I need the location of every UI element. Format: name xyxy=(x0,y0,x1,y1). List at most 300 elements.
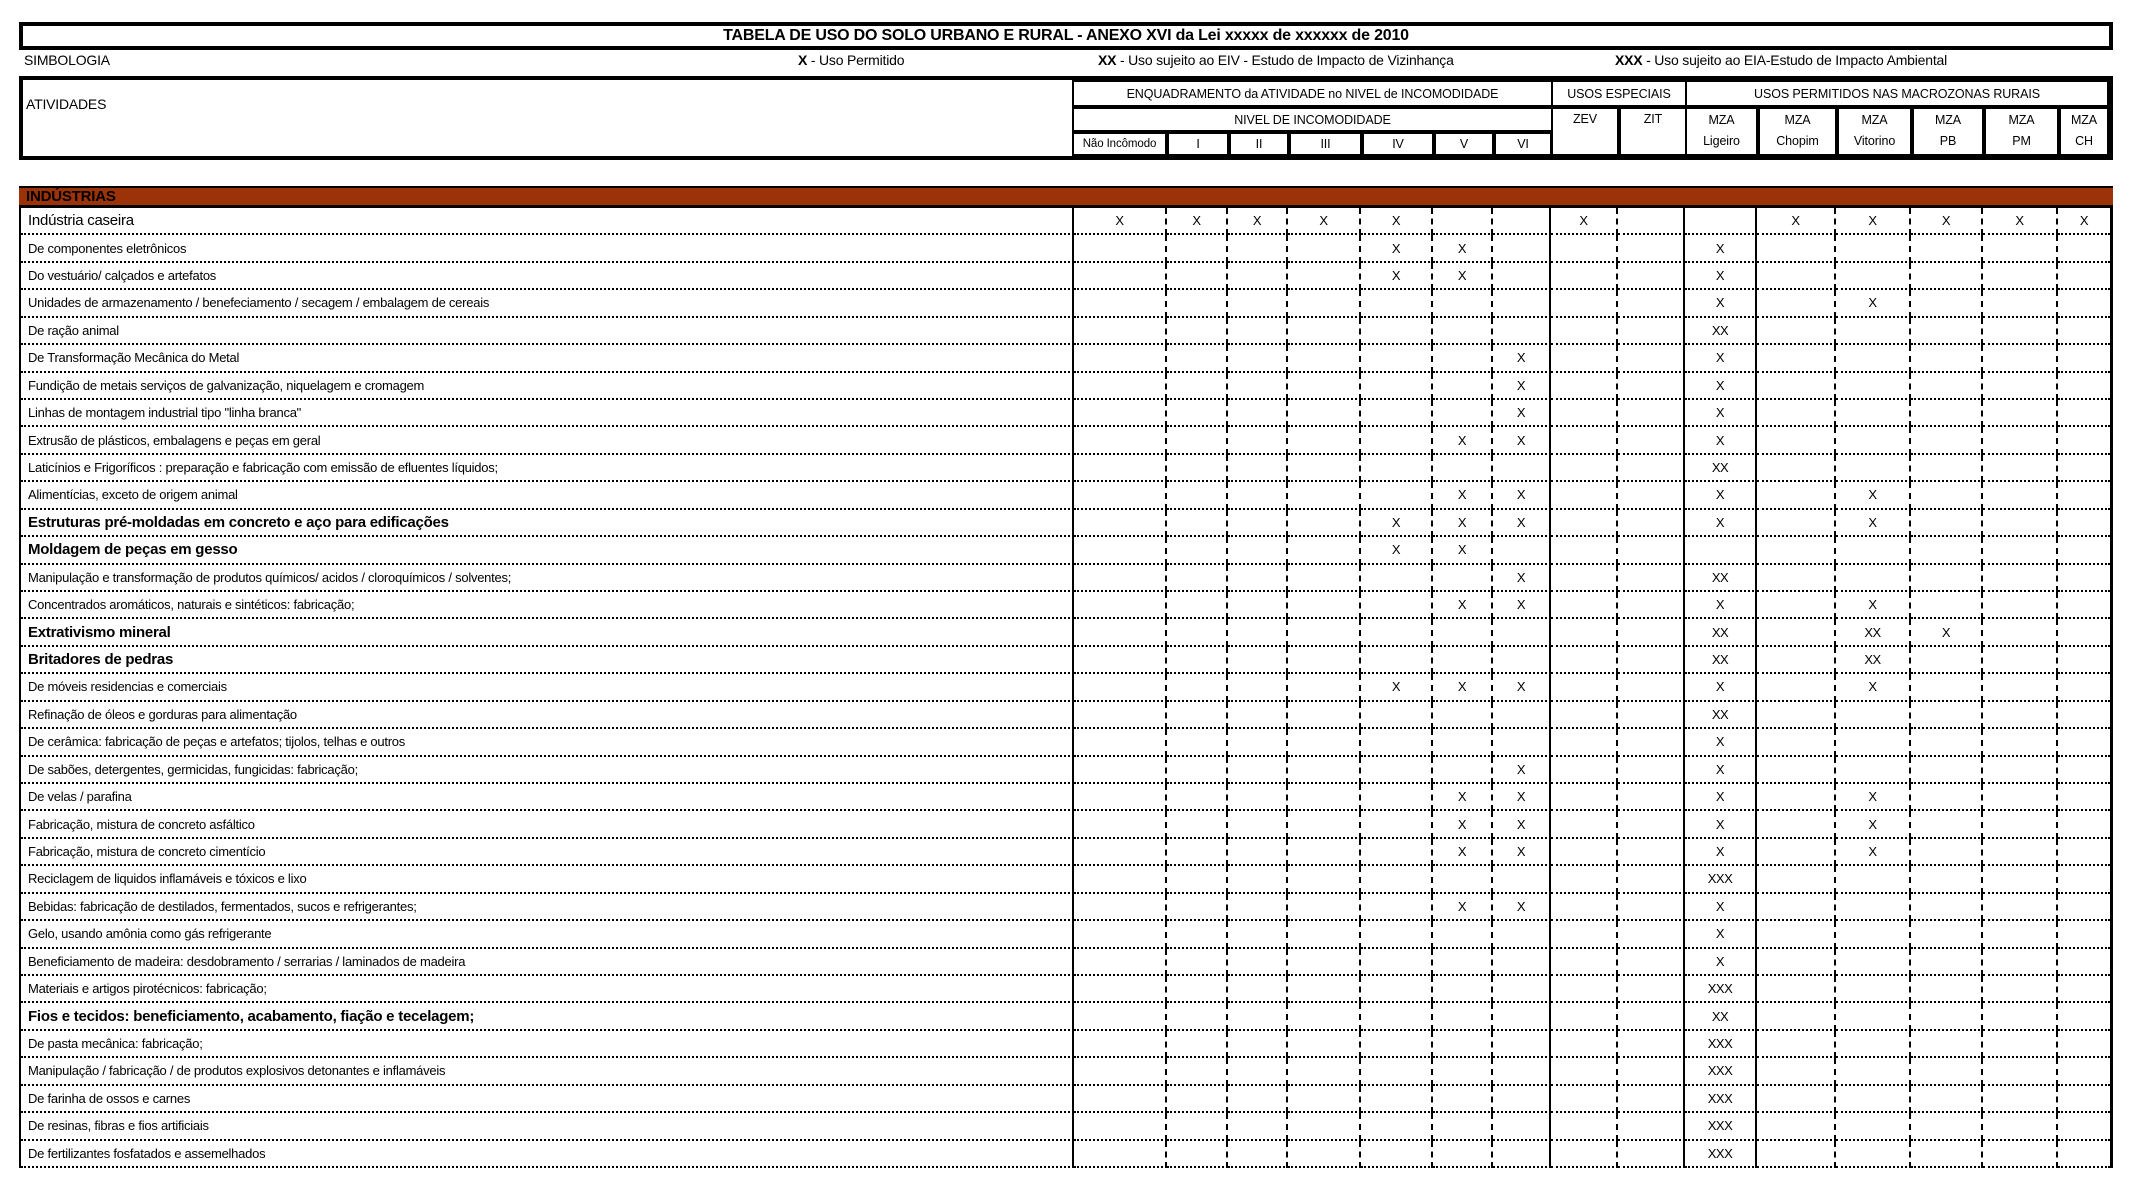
mark-cell-zev xyxy=(1551,1113,1618,1140)
mark-cell-vi xyxy=(1493,949,1551,976)
mark-cell-v xyxy=(1433,647,1493,674)
mark-cell-vi xyxy=(1493,208,1551,235)
mark-cell-iii xyxy=(1288,482,1361,509)
mark-cell-não-incômodo xyxy=(1074,1031,1167,1058)
mark-cell-ii xyxy=(1228,427,1288,454)
mark-cell-mza-pm xyxy=(1983,1086,2058,1113)
col-header-zev: ZEV xyxy=(1551,107,1619,156)
mark-cell-iv xyxy=(1361,839,1433,866)
mark-cell-zit xyxy=(1618,647,1685,674)
mark-cell-ii xyxy=(1228,318,1288,345)
mark-cell-mza-vitorino xyxy=(1836,1113,1911,1140)
activity-label: De móveis residencias e comerciais xyxy=(21,674,1074,701)
mark-cell-mza-pm xyxy=(1983,674,2058,701)
mark-cell-mza-pb xyxy=(1911,1003,1983,1030)
mark-cell-v: X xyxy=(1433,839,1493,866)
mark-cell-iii xyxy=(1288,565,1361,592)
activity-label: Bebidas: fabricação de destilados, fermentados, sucos e refrigerantes; xyxy=(21,894,1074,921)
mark-cell-mza-pb xyxy=(1911,1113,1983,1140)
mark-cell-vi: X xyxy=(1493,565,1551,592)
mark-cell-vi: X xyxy=(1493,510,1551,537)
mark-cell-mza-vitorino: X xyxy=(1836,811,1911,838)
mark-cell-mza-vitorino: X xyxy=(1836,839,1911,866)
mark-cell-zev xyxy=(1551,592,1618,619)
mark-cell-ii xyxy=(1228,400,1288,427)
mark-cell-não-incômodo xyxy=(1074,839,1167,866)
mark-cell-iii xyxy=(1288,702,1361,729)
mark-cell-mza-ligeiro: X xyxy=(1685,757,1757,784)
mark-cell-i xyxy=(1167,537,1228,564)
mark-cell-zit xyxy=(1618,1141,1685,1168)
mark-cell-iii xyxy=(1288,757,1361,784)
mark-cell-mza-ch xyxy=(2058,811,2110,838)
mark-cell-zit xyxy=(1618,318,1685,345)
mark-cell-mza-vitorino: X xyxy=(1836,208,1911,235)
mark-cell-v: X xyxy=(1433,811,1493,838)
activity-label: Do vestuário/ calçados e artefatos xyxy=(21,263,1074,290)
mark-cell-mza-ch xyxy=(2058,290,2110,317)
mark-cell-mza-pm xyxy=(1983,482,2058,509)
mark-cell-mza-pb xyxy=(1911,263,1983,290)
mark-cell-mza-vitorino xyxy=(1836,1003,1911,1030)
mark-cell-mza-chopim xyxy=(1757,537,1836,564)
mark-cell-mza-ligeiro: X xyxy=(1685,894,1757,921)
mark-cell-v xyxy=(1433,345,1493,372)
mza-line2: CH xyxy=(2075,134,2093,149)
mark-cell-zev xyxy=(1551,757,1618,784)
col-header-nivel-6: VI xyxy=(1494,132,1552,156)
mark-cell-mza-chopim xyxy=(1757,345,1836,372)
mark-cell-v xyxy=(1433,1058,1493,1085)
mark-cell-mza-ch xyxy=(2058,894,2110,921)
activity-label: Britadores de pedras xyxy=(21,647,1074,674)
mark-cell-v: X xyxy=(1433,235,1493,262)
mark-cell-zev xyxy=(1551,921,1618,948)
mark-cell-mza-pm xyxy=(1983,318,2058,345)
mark-cell-zit xyxy=(1618,811,1685,838)
mark-cell-ii xyxy=(1228,839,1288,866)
mark-cell-v: X xyxy=(1433,510,1493,537)
mark-cell-iii xyxy=(1288,235,1361,262)
mark-cell-mza-vitorino xyxy=(1836,866,1911,893)
mark-cell-mza-pm xyxy=(1983,866,2058,893)
mark-cell-mza-pb: X xyxy=(1911,208,1983,235)
mark-cell-v: X xyxy=(1433,427,1493,454)
mark-cell-mza-ch xyxy=(2058,373,2110,400)
mark-cell-i xyxy=(1167,1031,1228,1058)
mark-cell-ii xyxy=(1228,1113,1288,1140)
mark-cell-mza-chopim xyxy=(1757,1141,1836,1168)
mark-cell-zev xyxy=(1551,949,1618,976)
mark-cell-mza-pb xyxy=(1911,482,1983,509)
mark-cell-mza-pb xyxy=(1911,1086,1983,1113)
mark-cell-vi: X xyxy=(1493,839,1551,866)
mark-cell-mza-chopim xyxy=(1757,1058,1836,1085)
mark-cell-iv xyxy=(1361,565,1433,592)
mark-cell-mza-chopim xyxy=(1757,455,1836,482)
mark-cell-mza-ligeiro xyxy=(1685,537,1757,564)
mark-cell-não-incômodo xyxy=(1074,811,1167,838)
mark-cell-zit xyxy=(1618,1003,1685,1030)
mark-cell-zit xyxy=(1618,537,1685,564)
mark-cell-mza-ch xyxy=(2058,318,2110,345)
mark-cell-zit xyxy=(1618,976,1685,1003)
mark-cell-mza-ligeiro: X xyxy=(1685,729,1757,756)
activity-label: Refinação de óleos e gorduras para alimentação xyxy=(21,702,1074,729)
activity-label: De sabões, detergentes, germicidas, fungicidas: fabricação; xyxy=(21,757,1074,784)
mark-cell-mza-ch xyxy=(2058,839,2110,866)
mark-cell-mza-ch xyxy=(2058,537,2110,564)
legend-xxx-symbol: XXX xyxy=(1615,52,1643,68)
mark-cell-mza-ch xyxy=(2058,976,2110,1003)
mark-cell-mza-chopim xyxy=(1757,427,1836,454)
mark-cell-i xyxy=(1167,647,1228,674)
col-header-nivel-2: II xyxy=(1229,132,1289,156)
mark-cell-não-incômodo xyxy=(1074,1113,1167,1140)
mza-line1: MZA xyxy=(1784,113,1811,127)
mark-cell-i xyxy=(1167,1003,1228,1030)
mark-cell-iv xyxy=(1361,866,1433,893)
mark-cell-mza-chopim xyxy=(1757,839,1836,866)
col-header-mza-ch xyxy=(2059,107,2109,156)
mark-cell-mza-pm xyxy=(1983,510,2058,537)
mark-cell-mza-chopim xyxy=(1757,482,1836,509)
mark-cell-mza-ch xyxy=(2058,1113,2110,1140)
mark-cell-v: X xyxy=(1433,592,1493,619)
mark-cell-não-incômodo xyxy=(1074,345,1167,372)
mark-cell-mza-ligeiro: X xyxy=(1685,345,1757,372)
activity-label: Fabricação, mistura de concreto asfáltico xyxy=(21,811,1074,838)
mark-cell-zev xyxy=(1551,427,1618,454)
mark-cell-não-incômodo xyxy=(1074,1003,1167,1030)
mark-cell-não-incômodo xyxy=(1074,757,1167,784)
mark-cell-iii xyxy=(1288,1003,1361,1030)
mark-cell-não-incômodo xyxy=(1074,894,1167,921)
mark-cell-iii: X xyxy=(1288,208,1361,235)
mark-cell-não-incômodo xyxy=(1074,592,1167,619)
mark-cell-zit xyxy=(1618,619,1685,646)
mark-cell-iii xyxy=(1288,1086,1361,1113)
mark-cell-mza-vitorino xyxy=(1836,427,1911,454)
mark-cell-ii xyxy=(1228,373,1288,400)
mark-cell-ii xyxy=(1228,894,1288,921)
mark-cell-mza-ch xyxy=(2058,1058,2110,1085)
mark-cell-iii xyxy=(1288,921,1361,948)
mark-cell-não-incômodo xyxy=(1074,235,1167,262)
activity-label: Manipulação / fabricação / de produtos explosivos detonantes e inflamáveis xyxy=(21,1058,1074,1085)
col-header-nao-incomodo: Não Incômodo xyxy=(1072,132,1167,156)
mark-cell-iii xyxy=(1288,949,1361,976)
mark-cell-mza-ch: X xyxy=(2058,208,2110,235)
mark-cell-mza-vitorino xyxy=(1836,757,1911,784)
mark-cell-mza-vitorino xyxy=(1836,1058,1911,1085)
mark-cell-i xyxy=(1167,455,1228,482)
mark-cell-iii xyxy=(1288,811,1361,838)
mark-cell-vi: X xyxy=(1493,592,1551,619)
mark-cell-ii xyxy=(1228,949,1288,976)
legend-xxx-text: - Uso sujeito ao EIA-Estudo de Impacto Ambiental xyxy=(1646,52,1948,68)
mark-cell-iii xyxy=(1288,839,1361,866)
mark-cell-vi xyxy=(1493,1003,1551,1030)
mark-cell-i xyxy=(1167,619,1228,646)
mark-cell-zev xyxy=(1551,811,1618,838)
mark-cell-mza-chopim xyxy=(1757,757,1836,784)
mark-cell-mza-pm xyxy=(1983,1003,2058,1030)
mark-cell-i xyxy=(1167,565,1228,592)
mark-cell-mza-chopim xyxy=(1757,976,1836,1003)
mark-cell-mza-ligeiro: X xyxy=(1685,811,1757,838)
mza-line1: MZA xyxy=(1861,113,1888,127)
mark-cell-mza-ligeiro: XX xyxy=(1685,619,1757,646)
mark-cell-zev xyxy=(1551,729,1618,756)
mark-cell-iv: X xyxy=(1361,263,1433,290)
mza-line2: Chopim xyxy=(1776,134,1819,149)
mark-cell-zev xyxy=(1551,674,1618,701)
mark-cell-v xyxy=(1433,400,1493,427)
mza-line1: MZA xyxy=(2070,113,2098,127)
mark-cell-i xyxy=(1167,1141,1228,1168)
mark-cell-não-incômodo xyxy=(1074,976,1167,1003)
mark-cell-não-incômodo: X xyxy=(1074,208,1167,235)
mark-cell-v: X xyxy=(1433,784,1493,811)
activity-label: De velas / parafina xyxy=(21,784,1074,811)
mark-cell-mza-chopim xyxy=(1757,1113,1836,1140)
mark-cell-mza-ch xyxy=(2058,455,2110,482)
mark-cell-iii xyxy=(1288,1113,1361,1140)
mark-cell-mza-chopim: X xyxy=(1757,208,1836,235)
mark-cell-v xyxy=(1433,318,1493,345)
activity-label: De Transformação Mecânica do Metal xyxy=(21,345,1074,372)
mark-cell-ii xyxy=(1228,1141,1288,1168)
mark-cell-zev xyxy=(1551,290,1618,317)
mark-cell-iv xyxy=(1361,400,1433,427)
mark-cell-mza-pb: X xyxy=(1911,619,1983,646)
mark-cell-mza-ligeiro: X xyxy=(1685,235,1757,262)
mark-cell-não-incômodo xyxy=(1074,784,1167,811)
mark-cell-iii xyxy=(1288,866,1361,893)
activity-label: Extrusão de plásticos, embalagens e peças em geral xyxy=(21,427,1074,454)
mark-cell-ii xyxy=(1228,455,1288,482)
mark-cell-vi: X xyxy=(1493,482,1551,509)
mark-cell-mza-ch xyxy=(2058,1086,2110,1113)
section-bar xyxy=(19,186,2113,208)
mark-cell-mza-vitorino: X xyxy=(1836,510,1911,537)
mark-cell-iv xyxy=(1361,592,1433,619)
mark-cell-não-incômodo xyxy=(1074,866,1167,893)
mark-cell-mza-pb xyxy=(1911,400,1983,427)
mark-cell-i xyxy=(1167,976,1228,1003)
activity-label: Fundição de metais serviços de galvanização, niquelagem e cromagem xyxy=(21,373,1074,400)
mark-cell-mza-chopim xyxy=(1757,729,1836,756)
mark-cell-ii xyxy=(1228,592,1288,619)
mark-cell-mza-ch xyxy=(2058,592,2110,619)
mark-cell-mza-pb xyxy=(1911,839,1983,866)
mark-cell-vi: X xyxy=(1493,345,1551,372)
mark-cell-mza-chopim xyxy=(1757,921,1836,948)
mark-cell-mza-vitorino xyxy=(1836,565,1911,592)
activity-label: Unidades de armazenamento / benefeciamento / secagem / embalagem de cereais xyxy=(21,290,1074,317)
mark-cell-mza-vitorino xyxy=(1836,235,1911,262)
mark-cell-v xyxy=(1433,949,1493,976)
mark-cell-mza-vitorino: X xyxy=(1836,674,1911,701)
mza-line1: MZA xyxy=(1708,113,1735,127)
mark-cell-mza-chopim xyxy=(1757,373,1836,400)
mark-cell-iv: X xyxy=(1361,235,1433,262)
col-header-usos-especiais: USOS ESPECIAIS xyxy=(1551,80,1687,107)
legend-x xyxy=(798,52,904,70)
mark-cell-mza-pb xyxy=(1911,373,1983,400)
mark-cell-mza-pb xyxy=(1911,1141,1983,1168)
mark-cell-mza-pm xyxy=(1983,373,2058,400)
mark-cell-iv xyxy=(1361,345,1433,372)
mark-cell-mza-chopim xyxy=(1757,263,1836,290)
mark-cell-mza-pb xyxy=(1911,949,1983,976)
mark-cell-v xyxy=(1433,373,1493,400)
mark-cell-iii xyxy=(1288,592,1361,619)
mark-cell-vi xyxy=(1493,619,1551,646)
mark-cell-i xyxy=(1167,1113,1228,1140)
mark-cell-zev xyxy=(1551,537,1618,564)
col-header-macrozonas: USOS PERMITIDOS NAS MACROZONAS RURAIS xyxy=(1685,80,2109,107)
mark-cell-zit xyxy=(1618,592,1685,619)
mark-cell-iii xyxy=(1288,729,1361,756)
mark-cell-i xyxy=(1167,921,1228,948)
mark-cell-mza-chopim xyxy=(1757,784,1836,811)
mark-cell-ii xyxy=(1228,482,1288,509)
mark-cell-ii xyxy=(1228,921,1288,948)
mark-cell-mza-ch xyxy=(2058,565,2110,592)
mark-cell-mza-ch xyxy=(2058,345,2110,372)
mark-cell-iii xyxy=(1288,263,1361,290)
mark-cell-não-incômodo xyxy=(1074,674,1167,701)
mark-cell-mza-chopim xyxy=(1757,1031,1836,1058)
mark-cell-iii xyxy=(1288,510,1361,537)
mark-cell-mza-pb xyxy=(1911,866,1983,893)
mark-cell-ii xyxy=(1228,619,1288,646)
mark-cell-mza-vitorino xyxy=(1836,921,1911,948)
mark-cell-mza-chopim xyxy=(1757,318,1836,345)
mark-cell-mza-pb xyxy=(1911,510,1983,537)
mark-cell-mza-chopim xyxy=(1757,235,1836,262)
mark-cell-iv xyxy=(1361,318,1433,345)
mark-cell-mza-vitorino xyxy=(1836,702,1911,729)
mark-cell-não-incômodo xyxy=(1074,647,1167,674)
mark-cell-não-incômodo xyxy=(1074,263,1167,290)
mark-cell-mza-chopim xyxy=(1757,647,1836,674)
activity-label: Materiais e artigos pirotécnicos: fabricação; xyxy=(21,976,1074,1003)
mark-cell-mza-pm xyxy=(1983,894,2058,921)
mark-cell-iv xyxy=(1361,1031,1433,1058)
mark-cell-i xyxy=(1167,811,1228,838)
legend-x-text: - Uso Permitido xyxy=(810,52,905,68)
mark-cell-não-incômodo xyxy=(1074,400,1167,427)
mark-cell-iii xyxy=(1288,373,1361,400)
mark-cell-mza-vitorino xyxy=(1836,1141,1911,1168)
mark-cell-mza-pm xyxy=(1983,647,2058,674)
section-title: INDÚSTRIAS xyxy=(26,188,116,205)
mark-cell-v xyxy=(1433,729,1493,756)
mark-cell-v xyxy=(1433,1031,1493,1058)
mark-cell-zit xyxy=(1618,729,1685,756)
mark-cell-zit xyxy=(1618,757,1685,784)
mark-cell-vi xyxy=(1493,263,1551,290)
mark-cell-iii xyxy=(1288,455,1361,482)
mark-cell-i xyxy=(1167,427,1228,454)
mark-cell-mza-ligeiro: X xyxy=(1685,921,1757,948)
mark-cell-iii xyxy=(1288,1058,1361,1085)
mark-cell-i xyxy=(1167,784,1228,811)
mark-cell-vi xyxy=(1493,1113,1551,1140)
mark-cell-zev xyxy=(1551,318,1618,345)
mark-cell-mza-vitorino: X xyxy=(1836,592,1911,619)
mark-cell-mza-ch xyxy=(2058,1141,2110,1168)
mark-cell-mza-pm xyxy=(1983,235,2058,262)
mark-cell-i xyxy=(1167,263,1228,290)
mark-cell-não-incômodo xyxy=(1074,1058,1167,1085)
mark-cell-v: X xyxy=(1433,674,1493,701)
mark-cell-ii xyxy=(1228,290,1288,317)
mark-cell-vi: X xyxy=(1493,757,1551,784)
mark-cell-mza-chopim xyxy=(1757,619,1836,646)
mark-cell-i xyxy=(1167,866,1228,893)
mark-cell-iii xyxy=(1288,400,1361,427)
mark-cell-zev xyxy=(1551,565,1618,592)
mark-cell-mza-pm xyxy=(1983,1141,2058,1168)
mark-cell-mza-pb xyxy=(1911,702,1983,729)
mark-cell-mza-ch xyxy=(2058,949,2110,976)
mark-cell-iii xyxy=(1288,674,1361,701)
mark-cell-mza-chopim xyxy=(1757,1086,1836,1113)
mark-cell-zit xyxy=(1618,839,1685,866)
mark-cell-v xyxy=(1433,290,1493,317)
mark-cell-mza-pb xyxy=(1911,921,1983,948)
mza-line2: PB xyxy=(1939,134,1957,149)
mark-cell-iii xyxy=(1288,784,1361,811)
mark-cell-iii xyxy=(1288,894,1361,921)
mark-cell-mza-chopim xyxy=(1757,949,1836,976)
mark-cell-mza-pb xyxy=(1911,784,1983,811)
mark-cell-não-incômodo xyxy=(1074,510,1167,537)
mark-cell-iii xyxy=(1288,976,1361,1003)
mark-cell-mza-vitorino xyxy=(1836,373,1911,400)
mark-cell-ii xyxy=(1228,866,1288,893)
activity-label: Fabricação, mistura de concreto cimentício xyxy=(21,839,1074,866)
mark-cell-mza-ligeiro: XX xyxy=(1685,318,1757,345)
mark-cell-não-incômodo xyxy=(1074,702,1167,729)
mark-cell-mza-ligeiro: XXX xyxy=(1685,866,1757,893)
mark-cell-não-incômodo xyxy=(1074,619,1167,646)
mark-cell-zev xyxy=(1551,976,1618,1003)
mark-cell-mza-pm xyxy=(1983,729,2058,756)
mark-cell-vi: X xyxy=(1493,400,1551,427)
mark-cell-i xyxy=(1167,400,1228,427)
activity-label: De ração animal xyxy=(21,318,1074,345)
mark-cell-v xyxy=(1433,1086,1493,1113)
mark-cell-mza-ligeiro: XX xyxy=(1685,647,1757,674)
mark-cell-mza-pm xyxy=(1983,537,2058,564)
mark-cell-zev xyxy=(1551,400,1618,427)
legend-xxx xyxy=(1615,52,1947,70)
mark-cell-iv xyxy=(1361,1141,1433,1168)
mark-cell-mza-ligeiro: X xyxy=(1685,592,1757,619)
legend-label-text: SIMBOLOGIA xyxy=(24,52,110,68)
mark-cell-não-incômodo xyxy=(1074,318,1167,345)
mark-cell-não-incômodo xyxy=(1074,565,1167,592)
mark-cell-zit xyxy=(1618,1113,1685,1140)
mark-cell-v: X xyxy=(1433,537,1493,564)
col-header-nivel-3: III xyxy=(1289,132,1362,156)
mark-cell-mza-vitorino: X xyxy=(1836,784,1911,811)
